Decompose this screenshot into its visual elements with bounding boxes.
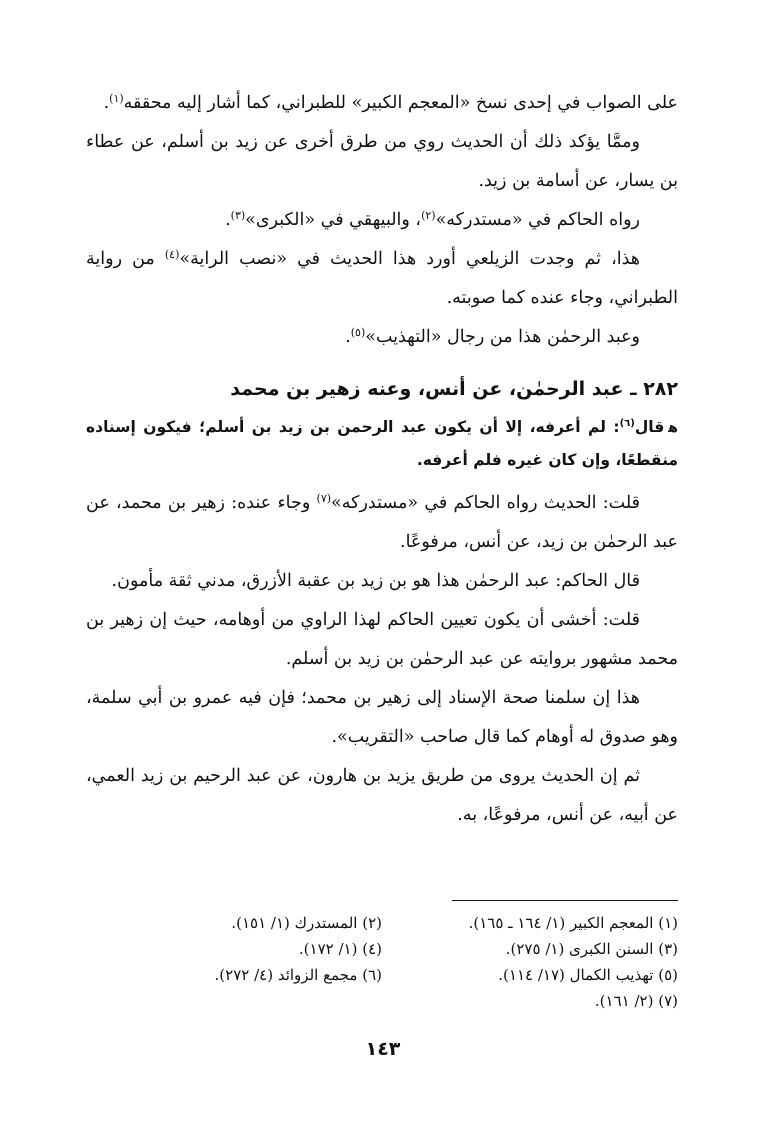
paragraph bbox=[86, 318, 678, 357]
paragraph-text: من رواية الطبراني، وجاء عنده كما صوبته. bbox=[86, 249, 678, 308]
paragraph-text: قلت: الحديث رواه الحاكم في «مستدركه» bbox=[331, 493, 641, 513]
footnote: (٢) المستدرك (١/ ١٥١). bbox=[231, 914, 382, 932]
paragraph-text: وجاء عنده: زهير بن محمد، عن عبد الرحمٰن بن زيد، عن أنس، مرفوعًا. bbox=[86, 493, 678, 552]
footnote: (١) المعجم الكبير (١/ ١٦٤ ـ ١٦٥). bbox=[468, 914, 678, 932]
body-text bbox=[86, 84, 678, 835]
footnote-ref: (٥) bbox=[350, 326, 366, 339]
footnotes bbox=[86, 910, 678, 1014]
paragraphs-before-heading bbox=[86, 84, 678, 357]
paragraph-text: . bbox=[345, 327, 351, 347]
paragraph-text: . bbox=[225, 210, 231, 230]
paragraph bbox=[86, 562, 678, 601]
footnote-row bbox=[86, 910, 678, 936]
footnote: (٤) (١/ ١٧٢). bbox=[298, 940, 382, 958]
paragraph bbox=[86, 201, 678, 240]
entry-heading: ٢٨٢ ـ عبد الرحمٰن، عن أنس، وعنه زهير بن محمد bbox=[230, 378, 678, 400]
paragraph-text: ، والبيهقي في «الكبرى» bbox=[245, 210, 422, 230]
paragraph-text: هذا، ثم وجدت الزيلعي أورد هذا الحديث في «نصب الراية» bbox=[179, 249, 640, 269]
paragraph-text: على الصواب في إحدى نسخ «المعجم الكبير» للطبراني، كما أشار إليه محققه bbox=[123, 93, 678, 113]
footnote: (٣) السنن الكبرى (١/ ٢٧٥). bbox=[505, 940, 678, 958]
footnote-row bbox=[86, 936, 678, 962]
footnote-ref: (٤) bbox=[164, 248, 180, 261]
footnote-row bbox=[86, 962, 678, 988]
quote-marker: ﻫ bbox=[668, 420, 678, 436]
footnote-ref: (٢) bbox=[421, 209, 436, 222]
paragraph bbox=[86, 601, 678, 679]
paragraph bbox=[86, 84, 678, 123]
paragraph-text: وعبد الرحمٰن هذا من رجال «التهذيب» bbox=[365, 327, 640, 347]
quoted-remark bbox=[86, 411, 678, 476]
footnote-ref: (٦) bbox=[619, 418, 635, 429]
paragraph-text: رواه الحاكم في «مستدركه» bbox=[435, 210, 640, 230]
footnote: (٧) (٢/ ١٦١). bbox=[594, 992, 678, 1010]
paragraph bbox=[86, 240, 678, 318]
paragraph-text: . bbox=[103, 93, 110, 113]
paragraph-text: قال الحاكم: عبد الرحمٰن هذا هو بن زيد بن عقبة الأزرق، مدني ثقة مأمون. bbox=[111, 571, 640, 591]
footnote: (٦) مجمع الزوائد (٤/ ٢٧٢). bbox=[214, 966, 382, 984]
paragraph-text: وممَّا يؤكد ذلك أن الحديث روي من طرق أخرى عن زيد بن أسلم، عن عطاء بن يسار، عن أسامة بن زيد. bbox=[86, 132, 678, 191]
paragraph bbox=[86, 679, 678, 757]
paragraph bbox=[86, 123, 678, 201]
paragraph bbox=[86, 484, 678, 562]
paragraph-text: قلت: أخشى أن يكون تعيين الحاكم لهذا الراوي من أوهامه، حيث إن زهير بن محمد مشهور بروايته عن عبد الرحمٰن بن زيد بن أسلم. bbox=[86, 610, 678, 669]
quote-text: : لم أعرفه، إلا أن يكون عبد الرحمن بن زيد بن أسلم؛ فيكون إسناده منقطعًا، وإن كان غيره فلم أعرفه. bbox=[86, 418, 678, 469]
footnote-divider bbox=[452, 900, 678, 901]
paragraphs-after-heading bbox=[86, 484, 678, 835]
footnote: (٥) تهذيب الكمال (١٧/ ١١٤). bbox=[498, 966, 678, 984]
footnote-ref: (٧) bbox=[316, 492, 332, 505]
paragraph bbox=[86, 757, 678, 835]
paragraph-text: هذا إن سلمنا صحة الإسناد إلى زهير بن محمد؛ فإن فيه عمرو بن أبي سلمة، وهو صدوق له أوهام كما قال صاحب «التقريب». bbox=[86, 688, 678, 747]
footnote bbox=[86, 988, 382, 1014]
footnote-ref: (١) bbox=[109, 92, 124, 105]
paragraph-text: ثم إن الحديث يروى من طريق يزيد بن هارون، عن عبد الرحيم بن زيد العمي، عن أبيه، عن أنس، مرفوعًا، به. bbox=[86, 766, 678, 825]
page-number: ١٤٣ bbox=[365, 1038, 401, 1060]
quote-lead: قال bbox=[634, 418, 665, 436]
footnote-row bbox=[86, 988, 678, 1014]
footnote-ref: (٣) bbox=[230, 209, 246, 222]
